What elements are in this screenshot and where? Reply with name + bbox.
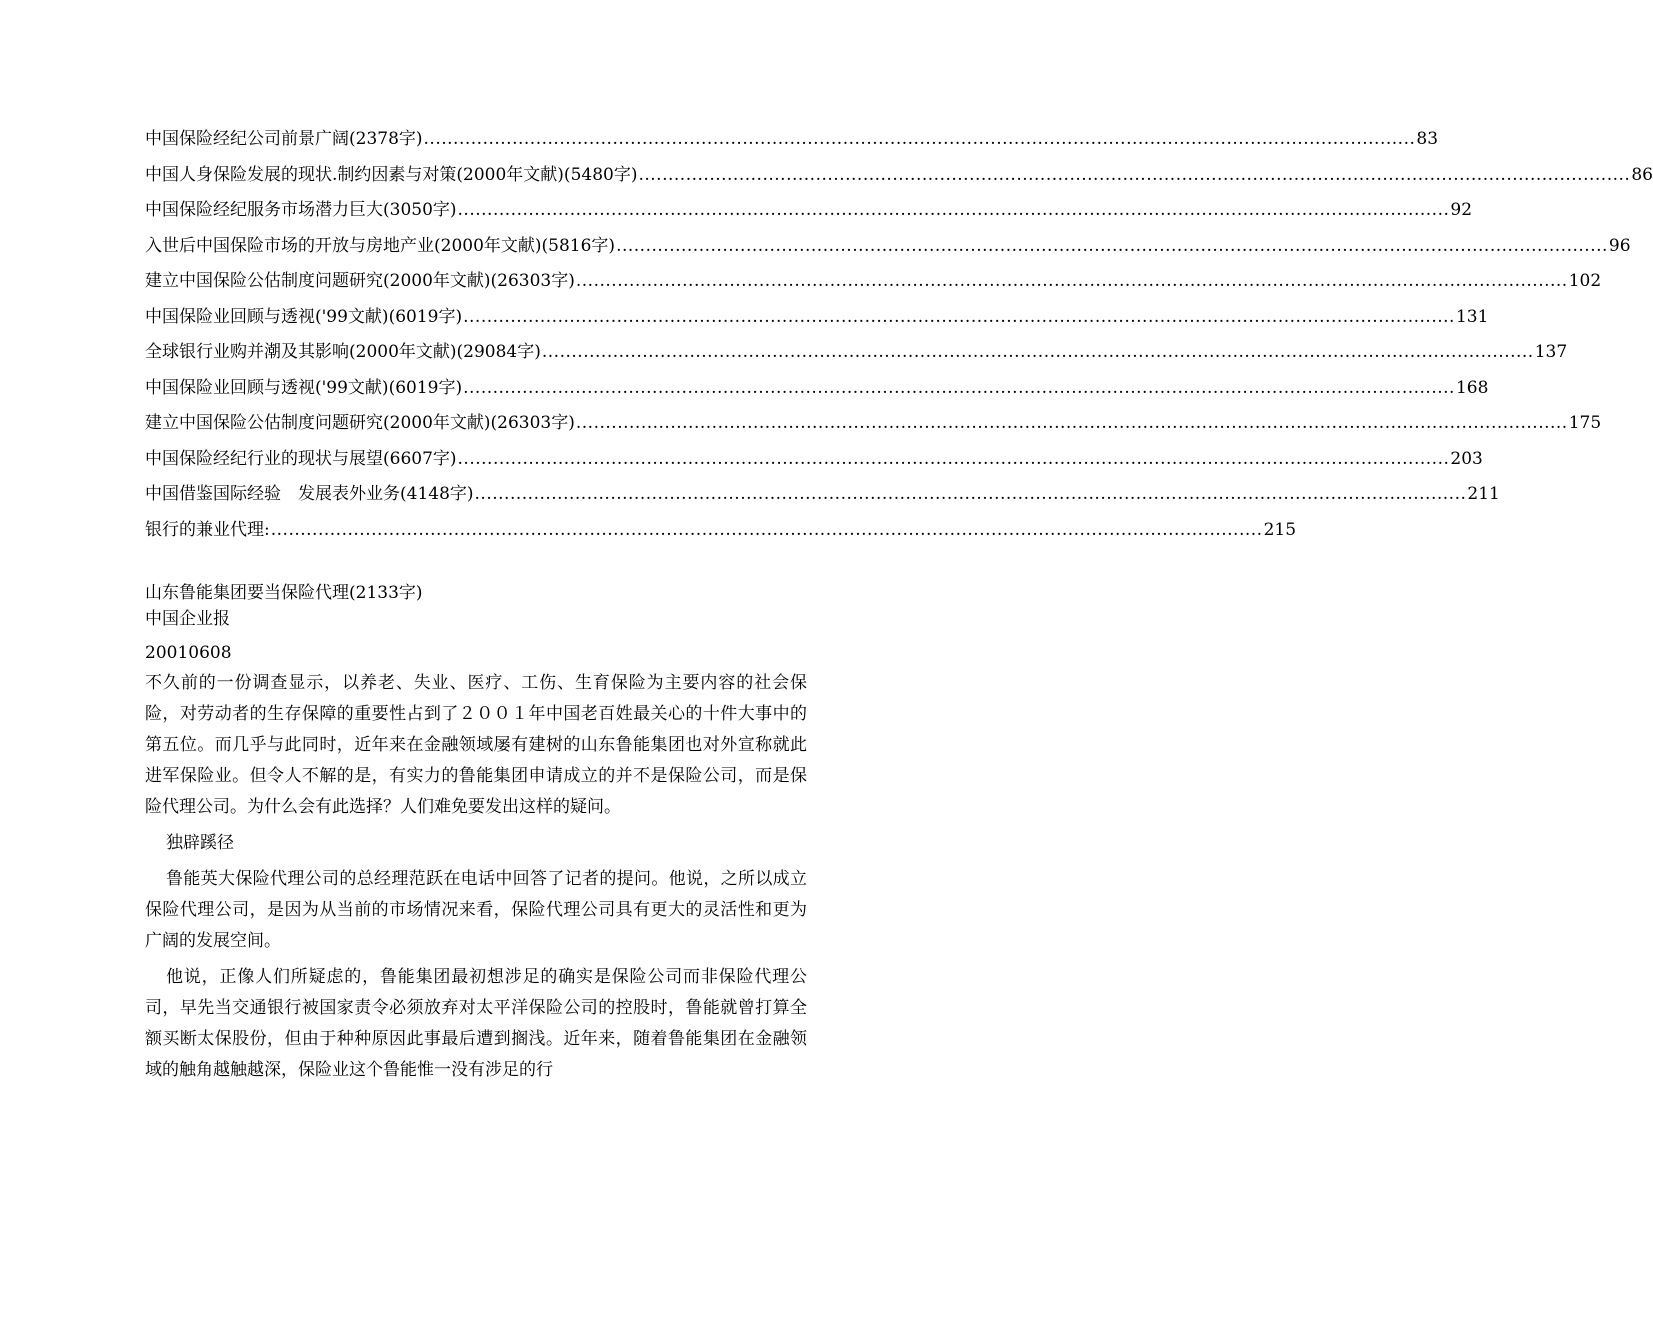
article [145,580,807,1086]
toc-entry-page: 92 [1450,200,1473,220]
toc-dot-leader: ........................................................................................................................................................................ [575,271,1568,291]
toc-dot-leader: ........................................................................................................................................................................ [474,484,1467,504]
article-paragraph: 不久前的一份调查显示，以养老、失业、医疗、工伤、生育保险为主要内容的社会保险，对劳动者的生存保障的重要性占到了２００１年中国老百姓最关心的十件大事中的第五位。而几乎与此同时，近年来在金融领域屡有建树的山东鲁能集团也对外宣称就此进军保险业。但令人不解的是，有实力的鲁能集团申请成立的并不是保险公司，而是保险代理公司。为什么会有此选择？人们难免要发出这样的疑问。 [145,673,807,817]
toc-entry[interactable] [145,442,1483,478]
toc-entry-title: 中国借鉴国际经验 发展表外业务(4148字) [145,484,474,504]
toc-entry[interactable] [145,335,1568,371]
toc-dot-leader: ........................................................................................................................................................................ [638,164,1631,185]
toc-dot-leader: ........................................................................................................................................................................ [463,306,1455,327]
toc-entry-page: 203 [1450,448,1483,469]
toc-entry-page: 168 [1455,377,1489,398]
toc-entry-page: 131 [1455,306,1489,327]
toc-entry-page: 83 [1416,129,1439,149]
toc-entry[interactable] [145,477,1500,513]
toc-entry-title: 银行的兼业代理: [145,519,270,540]
table-of-contents [145,122,1653,548]
toc-entry-page: 215 [1263,519,1297,540]
toc-dot-leader: ........................................................................................................................................................................ [575,413,1568,433]
toc-entry-title: 中国人身保险发展的现状.制约因素与对策(2000年文献)(5480字) [145,164,638,185]
toc-dot-leader: ........................................................................................................................................................................ [616,235,1608,256]
toc-entry-page: 86 [1631,164,1653,185]
article-paragraph: 鲁能英大保险代理公司的总经理范跃在电话中回答了记者的提问。他说，之所以成立保险代理公司，是因为从当前的市场情况来看，保险代理公司具有更大的灵活性和更为广阔的发展空间。 [145,869,807,951]
toc-entry-page: 211 [1467,484,1500,504]
toc-entry-page: 96 [1608,235,1631,256]
toc-entry-title: 全球银行业购并潮及其影响(2000年文献)(29084字) [145,342,541,362]
toc-entry[interactable] [145,229,1631,265]
article-title: 山东鲁能集团要当保险代理(2133字) [145,583,423,603]
toc-dot-leader: ........................................................................................................................................................................ [457,448,1450,469]
article-source: 中国企业报 [145,609,230,629]
toc-entry-title: 中国保险经纪行业的现状与展望(6607字) [145,448,457,469]
toc-entry[interactable] [145,371,1489,407]
toc-entry[interactable] [145,513,1297,549]
toc-entry[interactable] [145,264,1602,300]
toc-entry[interactable] [145,193,1473,229]
toc-entry-title: 建立中国保险公估制度问题研究(2000年文献)(26303字) [145,413,575,433]
toc-entry-title: 中国保险经纪服务市场潜力巨大(3050字) [145,200,457,220]
toc-dot-leader: ........................................................................................................................................................................ [463,377,1455,398]
article-date: 20010608 [145,643,232,663]
toc-dot-leader: ........................................................................................................................................................................ [270,519,1263,540]
toc-entry-title: 入世后中国保险市场的开放与房地产业(2000年文献)(5816字) [145,235,616,256]
toc-entry-title: 建立中国保险公估制度问题研究(2000年文献)(26303字) [145,271,575,291]
toc-entry-page: 137 [1534,342,1568,362]
toc-entry-page: 102 [1568,271,1602,291]
toc-dot-leader: ........................................................................................................................................................................ [541,342,1534,362]
toc-entry[interactable] [145,300,1489,336]
toc-entry-title: 中国保险经纪公司前景广阔(2378字) [145,129,423,149]
toc-entry[interactable] [145,406,1602,442]
toc-entry-title: 中国保险业回顾与透视('99文献)(6019字) [145,377,463,398]
toc-dot-leader: ........................................................................................................................................................................ [423,129,1416,149]
toc-dot-leader: ........................................................................................................................................................................ [457,200,1450,220]
article-paragraph: 他说，正像人们所疑虑的，鲁能集团最初想涉足的确实是保险公司而非保险代理公司，早先当交通银行被国家责令必须放弃对太平洋保险公司的控股时，鲁能就曾打算全额买断太保股份，但由于种种原因此事最后遭到搁浅。近年来，随着鲁能集团在金融领域的触角越触越深，保险业这个鲁能惟一没有涉足的行 [145,967,807,1080]
toc-entry-title: 中国保险业回顾与透视('99文献)(6019字) [145,306,463,327]
toc-entry[interactable] [145,158,1653,194]
toc-entry[interactable] [145,122,1439,158]
section-heading: 独辟蹊径 [166,833,234,853]
toc-entry-page: 175 [1568,413,1602,433]
